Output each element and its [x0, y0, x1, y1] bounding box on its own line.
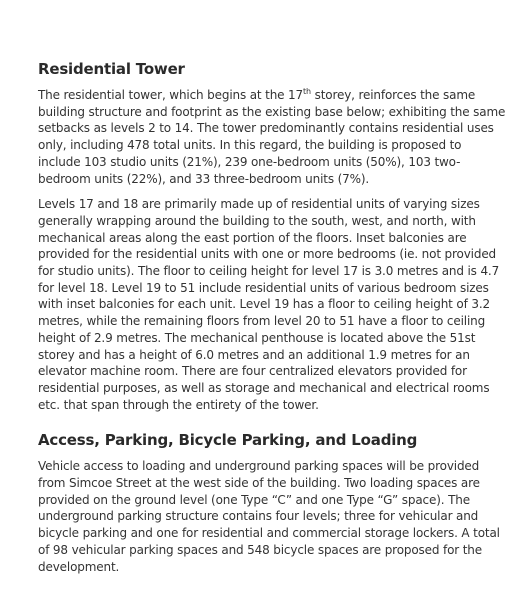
- document-page: [38, 58, 506, 575]
- paragraph-residential-tower-levels: Levels 17 and 18 are primarily made up of residential units of varying sizes generally wrapping around the building to the south, west, and north, with mechanical areas along the east portion of the floors. Inset balconies are provided for the residential units with one or more bedrooms (ie. not provided for studio units). The floor to ceiling height for level 17 is 3.0 metres and is 4.7 for level 18. Level 19 to 51 include residential units of various bedroom sizes with inset balconies for each unit. Level 19 has a floor to ceiling height of 3.2 metres, while the remaining floors from level 20 to 51 have a floor to ceiling height of 2.9 metres. The mechanical penthouse is located above the 51st storey and has a height of 6.0 metres and an additional 1.9 metres for an elevator machine room. There are four centralized elevators provided for residential purposes, as well as storage and mechanical and electrical rooms etc. that span through the entirety of the tower.: [38, 197, 500, 412]
- section-heading-residential-tower: Residential Tower: [38, 60, 185, 78]
- paragraph-access-parking: Vehicle access to loading and underground parking spaces will be provided from Simcoe Street at the west side of the building. Two loading spaces are provided on the ground level (one Type “C” and one Type “G” space). The underground parking structure contains four levels; three for vehicular and bicycle parking and one for residential and commercial storage lockers. A total of 98 vehicular parking spaces and 548 bicycle spaces are proposed for the development.: [38, 459, 500, 574]
- ordinal-superscript: th: [303, 87, 311, 96]
- paragraph-residential-tower-intro: [38, 87, 506, 187]
- paragraph-text-end: storey, reinforces the same building structure and footprint as the existing base below; exhibiting the same setbacks as levels 2 to 14. The tower predominantly contains residential uses only, including 478 total units. In this regard, the building is proposed to include 103 studio units (21%), 239 one-bedroom units (50%), 103 two-bedroom units (22%), and 33 three-bedroom units (7%).: [38, 88, 506, 186]
- paragraph-text-start: The residential tower, which begins at the 17: [38, 88, 304, 102]
- section-heading-access-parking: Access, Parking, Bicycle Parking, and Loading: [38, 431, 418, 450]
